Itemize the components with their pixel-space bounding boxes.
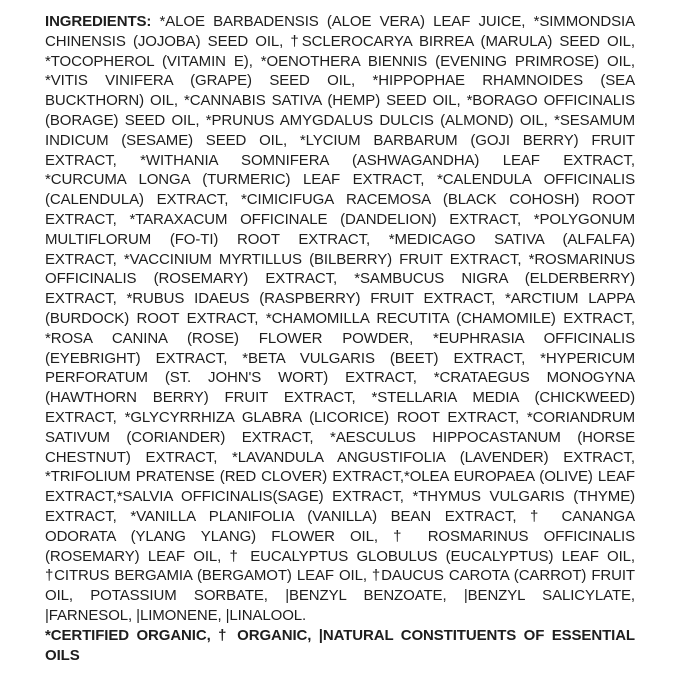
ingredients-line-13: EXTRACT, *VACCINIUM MYRTILLUS (BILBERRY) FRUIT EXTRACT, *ROSMARINUS — [45, 250, 635, 268]
ingredients-line-17: *ROSA CANINA (ROSE) FLOWER POWDER, *EUPHRASIA OFFICINALIS — [45, 329, 635, 347]
footnote-line-1: *CERTIFIED ORGANIC, † ORGANIC, |NATURAL CONSTITUENTS OF ESSENTIAL — [45, 626, 635, 644]
ingredients-line-4: *VITIS VINIFERA (GRAPE) SEED OIL, *HIPPOPHAE RHAMNOIDES (SEA — [45, 72, 635, 90]
ingredients-line-29: †CITRUS BERGAMIA (BERGAMOT) LEAF OIL, †DAUCUS CAROTA (CARROT) FRUIT — [45, 567, 635, 585]
ingredients-line-21: EXTRACT, *GLYCYRRHIZA GLABRA (LICORICE) ROOT EXTRACT, *CORIANDRUM — [45, 408, 635, 426]
ingredients-line-5: BUCKTHORN) OIL, *CANNABIS SATIVA (HEMP) SEED OIL, *BORAGO OFFICINALIS — [45, 92, 635, 110]
ingredients-line-12: MULTIFLORUM (FO-TI) ROOT EXTRACT, *MEDICAGO SATIVA (ALFALFA) — [45, 230, 635, 248]
ingredients-line-7: INDICUM (SESAME) SEED OIL, *LYCIUM BARBARUM (GOJI BERRY) FRUIT — [45, 131, 635, 149]
ingredients-line-18: (EYEBRIGHT) EXTRACT, *BETA VULGARIS (BEET) EXTRACT, *HYPERICUM — [45, 349, 635, 367]
ingredients-line-1 — [45, 12, 635, 32]
ingredients-line-24: *TRIFOLIUM PRATENSE (RED CLOVER) EXTRACT,*OLEA EUROPAEA (OLIVE) LEAF — [45, 468, 635, 486]
ingredients-line-20: (HAWTHORN BERRY) FRUIT EXTRACT, *STELLARIA MEDIA (CHICKWEED) — [45, 389, 635, 407]
ingredients-line-9: *CURCUMA LONGA (TURMERIC) LEAF EXTRACT, *CALENDULA OFFICINALIS — [45, 171, 635, 189]
ingredients-line-28: (ROSEMARY) LEAF OIL, † EUCALYPTUS GLOBULUS (EUCALYPTUS) LEAF OIL, — [45, 547, 635, 565]
ingredients-label — [45, 12, 635, 665]
footnote-line-2: OILS — [45, 646, 80, 664]
ingredients-line-27: ODORATA (YLANG YLANG) FLOWER OIL, † ROSMARINUS OFFICINALIS — [45, 527, 635, 545]
ingredients-line-19: PERFORATUM (ST. JOHN'S WORT) EXTRACT, *CRATAEGUS MONOGYNA — [45, 369, 635, 387]
ingredients-line-2: CHINENSIS (JOJOBA) SEED OIL, †SCLEROCARYA BIRREA (MARULA) SEED OIL, — [45, 32, 635, 50]
ingredients-line-26: EXTRACT, *VANILLA PLANIFOLIA (VANILLA) BEAN EXTRACT, † CANANGA — [45, 507, 635, 525]
ingredients-line-30: OIL, POTASSIUM SORBATE, |BENZYL BENZOATE, |BENZYL SALICYLATE, — [45, 587, 635, 605]
ingredients-line-25: EXTRACT,*SALVIA OFFICINALIS(SAGE) EXTRACT, *THYMUS VULGARIS (THYME) — [45, 488, 635, 506]
ingredients-line-22: SATIVUM (CORIANDER) EXTRACT, *AESCULUS HIPPOCASTANUM (HORSE — [45, 428, 635, 446]
ingredients-line-6: (BORAGE) SEED OIL, *PRUNUS AMYGDALUS DULCIS (ALMOND) OIL, *SESAMUM — [45, 111, 635, 129]
ingredients-line-15: EXTRACT, *RUBUS IDAEUS (RASPBERRY) FRUIT EXTRACT, *ARCTIUM LAPPA — [45, 290, 635, 308]
ingredients-heading: INGREDIENTS: — [45, 13, 160, 30]
ingredients-line-16: (BURDOCK) ROOT EXTRACT, *CHAMOMILLA RECUTITA (CHAMOMILE) EXTRACT, — [45, 309, 635, 327]
ingredients-line-1-text: *ALOE BARBADENSIS (ALOE VERA) LEAF JUICE, *SIMMONDSIA — [159, 13, 635, 30]
ingredients-line-31: |FARNESOL, |LIMONENE, |LINALOOL. — [45, 606, 307, 624]
ingredients-line-23: CHESTNUT) EXTRACT, *LAVANDULA ANGUSTIFOLIA (LAVENDER) EXTRACT, — [45, 448, 635, 466]
ingredients-line-14: OFFICINALIS (ROSEMARY) EXTRACT, *SAMBUCUS NIGRA (ELDERBERRY) — [45, 270, 635, 288]
ingredients-line-11: EXTRACT, *TARAXACUM OFFICINALE (DANDELION) EXTRACT, *POLYGONUM — [45, 210, 635, 228]
ingredients-line-10: (CALENDULA) EXTRACT, *CIMICIFUGA RACEMOSA (BLACK COHOSH) ROOT — [45, 191, 635, 209]
ingredients-line-3: *TOCOPHEROL (VITAMIN E), *OENOTHERA BIENNIS (EVENING PRIMROSE) OIL, — [45, 52, 635, 70]
ingredients-line-8: EXTRACT, *WITHANIA SOMNIFERA (ASHWAGANDHA) LEAF EXTRACT, — [45, 151, 635, 169]
